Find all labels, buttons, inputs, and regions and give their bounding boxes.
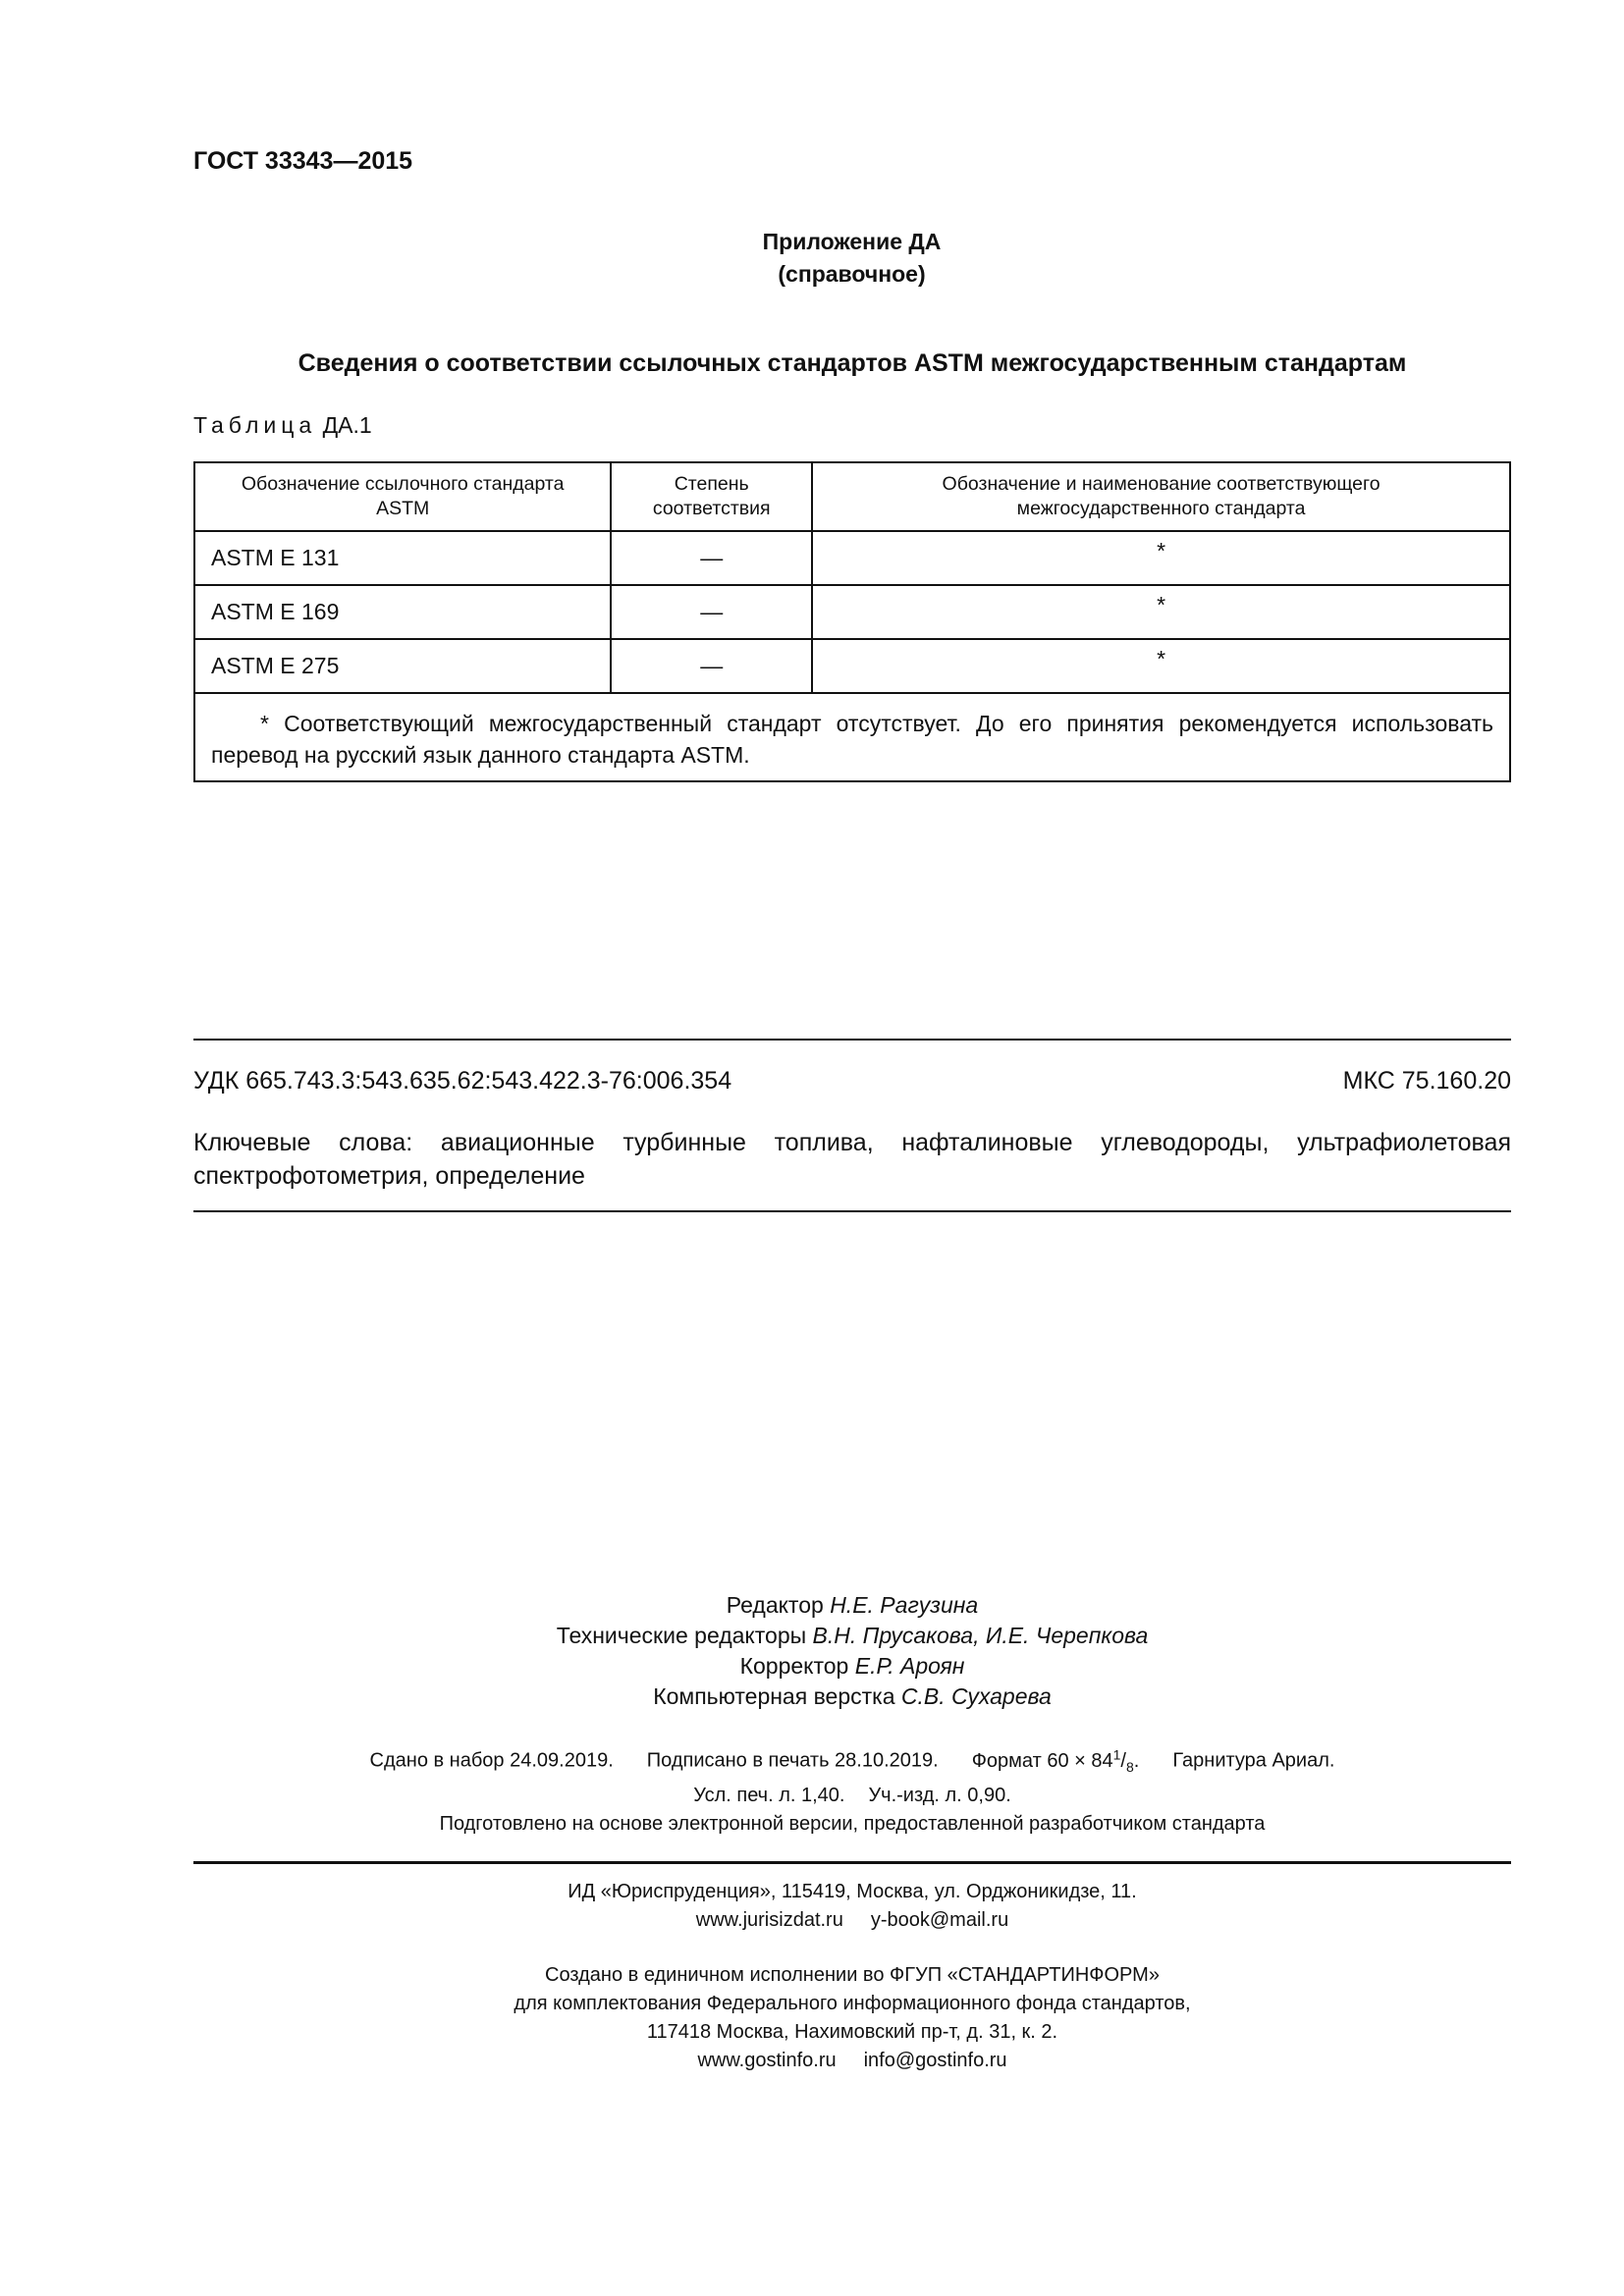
udk-code: УДК 665.743.3:543.635.62:543.422.3-76:006.354 — [193, 1067, 732, 1095]
table-label-word: Таблица — [193, 412, 317, 438]
cell-degree: — — [611, 585, 812, 639]
table-footnote-cell — [194, 693, 1510, 781]
staff-name: С.В. Сухарева — [900, 1683, 1052, 1709]
staff-label: Корректор — [739, 1653, 849, 1679]
section-title: Сведения о соответствии ссылочных стандартов ASTM межгосударственным стандартам — [298, 349, 1407, 377]
editorial-staff — [193, 1590, 1511, 1712]
staff-name: Н.Е. Рагузина — [830, 1592, 979, 1618]
publisher-info — [193, 1878, 1511, 1935]
column-header-line: Обозначение ссылочного стандарта — [241, 473, 565, 495]
publisher-contacts — [193, 1906, 1511, 1935]
format-sup: 1 — [1112, 1746, 1121, 1762]
format-prefix: Формат 60 × 84 — [971, 1749, 1113, 1772]
divider-top — [193, 1039, 1511, 1041]
publisher-site-link[interactable]: www.jurisizdat.ru — [695, 1909, 843, 1931]
publisher-address: ИД «Юриспруденция», 115419, Москва, ул. Орджоникидзе, 11. — [568, 1881, 1137, 1902]
staff-label: Технические редакторы — [556, 1623, 807, 1648]
cell-degree: — — [611, 639, 812, 693]
imprint-line-1 — [193, 1740, 1511, 1782]
table-row — [194, 585, 1510, 639]
format-suffix: . — [1133, 1749, 1140, 1772]
column-header-line: ASTM — [376, 498, 430, 519]
keywords-line: спектрофотометрия, определение — [193, 1162, 585, 1190]
layout-line — [193, 1682, 1511, 1712]
table-header-row — [194, 462, 1510, 531]
table-label-number: ДА.1 — [322, 412, 372, 438]
editor-line — [193, 1590, 1511, 1621]
divider-publisher — [193, 1861, 1511, 1864]
corrector-line — [193, 1651, 1511, 1682]
staff-name: В.Н. Прусакова, И.Е. Черепкова — [812, 1623, 1149, 1648]
column-header-degree — [611, 462, 812, 531]
column-header-line: межгосударственного стандарта — [1016, 498, 1306, 519]
cell-reference: ASTM E 131 — [194, 531, 611, 585]
column-header-line: соответствия — [652, 498, 771, 519]
gostinfo-email-link[interactable]: info@gostinfo.ru — [863, 2050, 1007, 2071]
correspondence-table — [193, 461, 1511, 782]
cell-equivalent: * — [812, 585, 1510, 639]
cell-reference: ASTM E 275 — [194, 639, 611, 693]
imprint-typeface: Гарнитура Ариал. — [1172, 1749, 1335, 1772]
staff-label: Редактор — [726, 1592, 824, 1618]
cell-reference: ASTM E 169 — [194, 585, 611, 639]
imprint — [193, 1740, 1511, 1810]
annex-heading — [0, 226, 1624, 291]
imprint-print-sheets: Усл. печ. л. 1,40. — [693, 1784, 845, 1806]
mks-code: МКС 75.160.20 — [1342, 1067, 1511, 1095]
created-info — [193, 1961, 1511, 2075]
staff-label: Компьютерная верстка — [653, 1683, 895, 1709]
keywords-line: Ключевые слова: авиационные турбинные топлива, нафталиновые углеводороды, ультрафиолетовая — [193, 1129, 1511, 1156]
created-line: 117418 Москва, Нахимовский пр-т, д. 31, к. 2. — [646, 2021, 1058, 2043]
format-sub: 8 — [1125, 1758, 1134, 1775]
table-label — [193, 412, 372, 439]
cell-degree: — — [611, 531, 812, 585]
table-footnote-row — [194, 693, 1510, 781]
created-contacts — [193, 2047, 1511, 2075]
publisher-email-link[interactable]: y-book@mail.ru — [870, 1909, 1009, 1931]
tech-editors-line — [193, 1621, 1511, 1651]
column-header-reference — [194, 462, 611, 531]
document-id: ГОСТ 33343—2015 — [193, 147, 413, 175]
annex-title: Приложение ДА — [762, 229, 942, 254]
imprint-line-2 — [193, 1782, 1511, 1810]
gostinfo-site-link[interactable]: www.gostinfo.ru — [697, 2050, 837, 2071]
keywords — [193, 1126, 1511, 1193]
imprint-signed: Подписано в печать 28.10.2019. — [646, 1749, 939, 1772]
divider-bottom — [193, 1210, 1511, 1212]
prepared-note: Подготовлено на основе электронной версии, предоставленной разработчиком стандарта — [439, 1813, 1266, 1835]
column-header-line: Обозначение и наименование соответствующего — [942, 473, 1380, 495]
cell-equivalent: * — [812, 639, 1510, 693]
cell-equivalent: * — [812, 531, 1510, 585]
column-header-line: Степень — [674, 473, 749, 495]
annex-subtitle: (справочное) — [778, 261, 926, 287]
created-line: Создано в единичном исполнении во ФГУП «СТАНДАРТИНФОРМ» — [545, 1964, 1160, 1986]
table-footnote: * Соответствующий межгосударственный стандарт отсутствует. До его принятия рекомендуется использовать перевод на русский язык данного стандарта ASTM. — [211, 711, 1493, 768]
table-row — [194, 639, 1510, 693]
imprint-format: Формат $60 \times 84^1/_8$. — [971, 1746, 1140, 1775]
imprint-pub-sheets: Уч.-изд. л. 0,90. — [868, 1784, 1011, 1806]
staff-name: Е.Р. Ароян — [854, 1653, 965, 1679]
table-row — [194, 531, 1510, 585]
created-line: для комплектования Федерального информационного фонда стандартов, — [514, 1993, 1191, 2014]
imprint-sent: Сдано в набор 24.09.2019. — [369, 1749, 614, 1772]
column-header-equivalent — [812, 462, 1510, 531]
